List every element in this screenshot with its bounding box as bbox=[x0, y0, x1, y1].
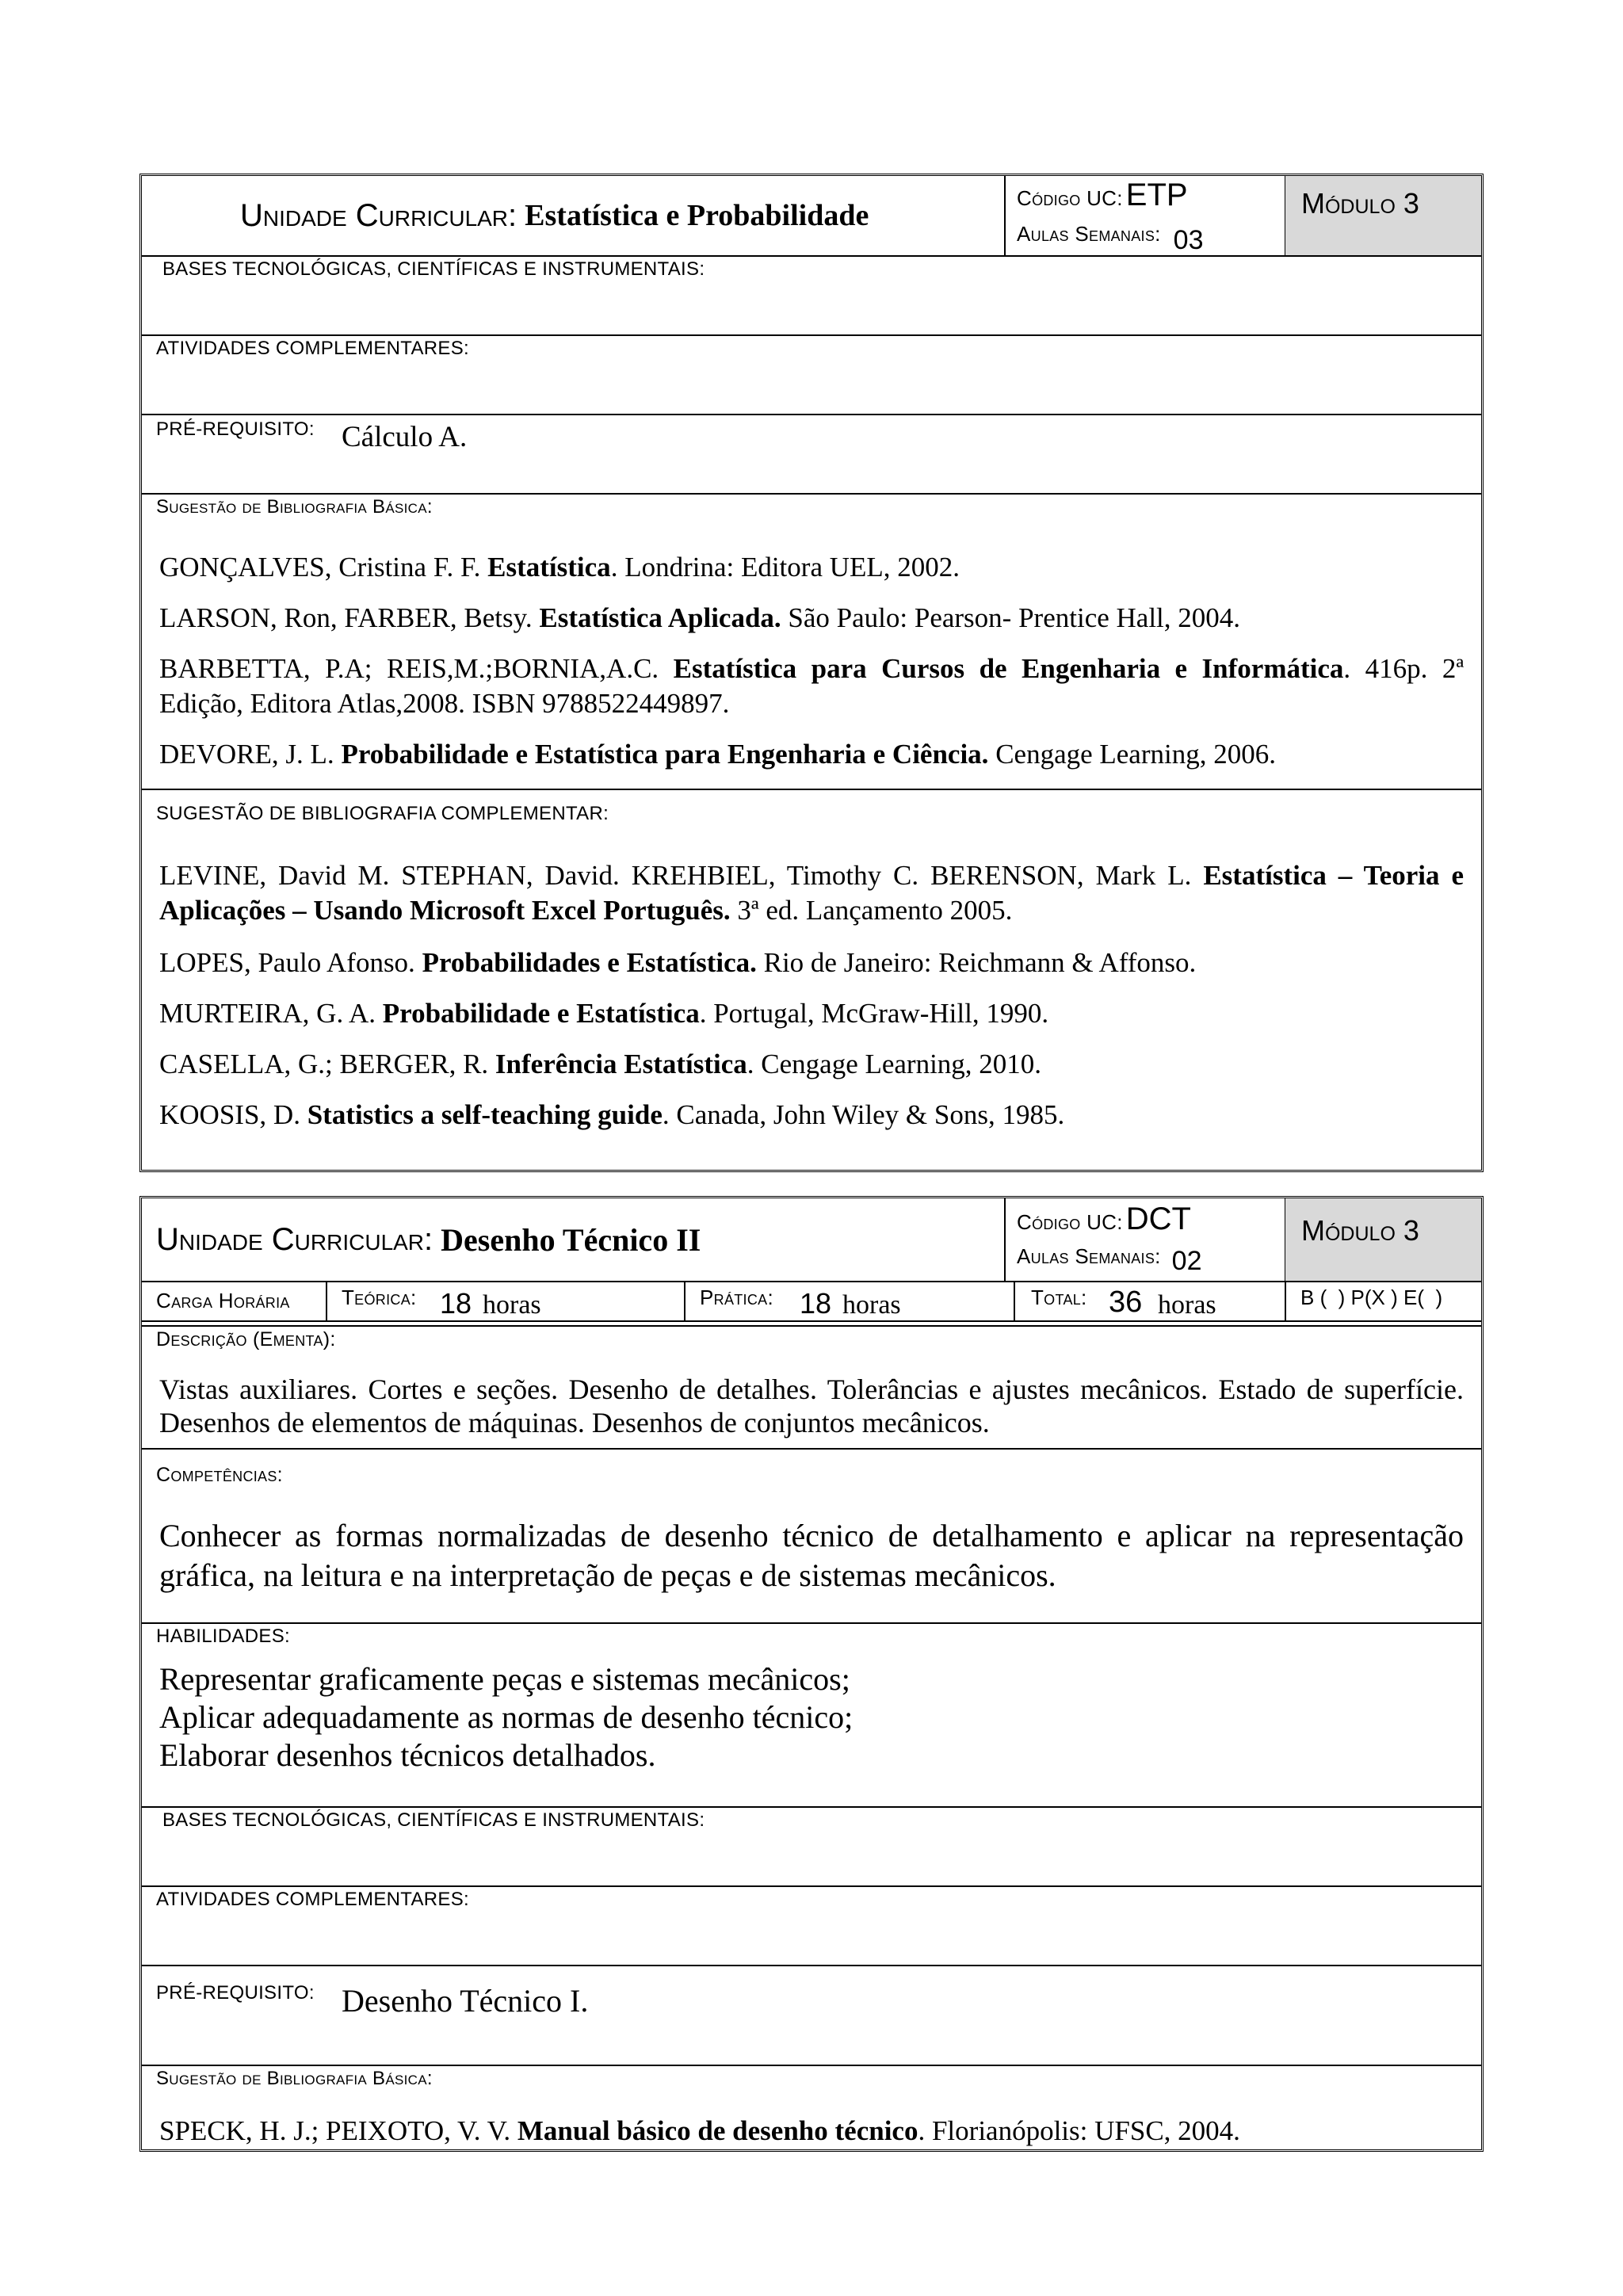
unidade-label: Unidade Curricular: bbox=[156, 1221, 433, 1257]
modulo-cell bbox=[1285, 1198, 1481, 1281]
uc-header-title bbox=[142, 176, 1004, 255]
teorica-num: 18 bbox=[440, 1287, 472, 1320]
prereq-row bbox=[142, 1965, 1481, 2065]
uc-header-title bbox=[142, 1198, 1004, 1281]
prereq-row bbox=[142, 414, 1481, 493]
codigo-label: Código UC: bbox=[1017, 186, 1123, 210]
bib-basica-row bbox=[142, 2065, 1481, 2149]
pratica-label: Prática: bbox=[700, 1286, 773, 1309]
bib-basica-item: SPECK, H. J.; PEIXOTO, V. V. Manual básico de desenho técnico. Florianópolis: UFSC, 2004. bbox=[159, 2115, 1240, 2146]
competencias-label: Competências: bbox=[156, 1464, 283, 1486]
bases-row bbox=[142, 255, 1481, 334]
bib-basica-label: Sugestão de Bibliografia Básica: bbox=[156, 496, 433, 518]
habilidades-item: Elaborar desenhos técnicos detalhados. bbox=[159, 1737, 656, 1773]
codigo-value: ETP bbox=[1125, 178, 1188, 212]
bib-basica-item: DEVORE, J. L. Probabilidade e Estatística para Engenharia e Ciência. Cengage Learning, 2006. bbox=[159, 739, 1276, 770]
bases-label: BASES TECNOLÓGICAS, CIENTÍFICAS E INSTRUMENTAIS: bbox=[162, 258, 705, 280]
unidade-name: Estatística e Probabilidade bbox=[525, 199, 869, 232]
descricao-row bbox=[142, 1325, 1481, 1448]
competencias-row bbox=[142, 1448, 1481, 1622]
total-unit: horas bbox=[1158, 1290, 1216, 1320]
atividades-row bbox=[142, 1885, 1481, 1965]
modulo-label: Módulo 3 bbox=[1301, 187, 1419, 220]
habilidades-item: Representar graficamente peças e sistemas mecânicos; bbox=[159, 1661, 850, 1697]
uc-table-estatistica bbox=[139, 174, 1484, 1172]
descricao-text: Vistas auxiliares. Cortes e seções. Desenho de detalhes. Tolerâncias e ajustes mecânicos. Estado de superfície. Desenhos de elementos de máquinas. Desenhos de conjuntos mecânicos. bbox=[159, 1373, 1464, 1438]
bib-basica-item: LARSON, Ron, FARBER, Betsy. Estatística Aplicada. São Paulo: Pearson- Prentice Hall, 2004. bbox=[159, 602, 1241, 633]
aulas-label: Aulas Semanais: bbox=[1017, 222, 1161, 246]
bpe-selector: B ( ) P(X ) E( ) bbox=[1300, 1286, 1443, 1309]
aulas-value: 03 bbox=[1173, 225, 1204, 255]
uc-table-desenho bbox=[139, 1196, 1484, 2152]
bib-comp-label: SUGESTÃO DE BIBLIOGRAFIA COMPLEMENTAR: bbox=[156, 803, 609, 824]
bib-comp-item: KOOSIS, D. Statistics a self-teaching guide. Canada, John Wiley & Sons, 1985. bbox=[159, 1099, 1065, 1130]
bib-basica-item: BARBETTA, P.A; REIS,M.;BORNIA,A.C. Estatística para Cursos de Engenharia e Informática. 416p. 2ª Edição, Editora Atlas,2008. ISBN 9788522449897. bbox=[159, 653, 1464, 719]
total-num: 36 bbox=[1109, 1286, 1143, 1319]
prereq-label: PRÉ-REQUISITO: bbox=[156, 418, 315, 440]
uc-code-cell bbox=[1004, 1198, 1285, 1281]
habilidades-row bbox=[142, 1622, 1481, 1806]
prereq-value: Desenho Técnico I. bbox=[342, 1983, 589, 2019]
competencias-text: Conhecer as formas normalizadas de desenho técnico de detalhamento e aplicar na representação gráfica, na leitura e na interpretação de peças e de sistemas mecânicos. bbox=[159, 1518, 1464, 1593]
carga-label: Carga Horária bbox=[156, 1289, 290, 1312]
aulas-value: 02 bbox=[1171, 1246, 1202, 1276]
bib-comp-row bbox=[142, 789, 1481, 1170]
total-label: Total: bbox=[1031, 1286, 1087, 1309]
prereq-value: Cálculo A. bbox=[342, 421, 468, 453]
codigo-label: Código UC: bbox=[1017, 1210, 1123, 1234]
modulo-cell bbox=[1285, 176, 1481, 255]
unidade-label: Unidade Curricular: bbox=[240, 197, 517, 233]
uc-code-cell bbox=[1004, 176, 1285, 255]
pratica-num: 18 bbox=[800, 1287, 832, 1320]
atividades-row bbox=[142, 334, 1481, 414]
atividades-label: ATIVIDADES COMPLEMENTARES: bbox=[156, 338, 469, 359]
bib-comp-item: LEVINE, David M. STEPHAN, David. KREHBIEL, Timothy C. BERENSON, Mark L. Estatística – Teoria e Aplicações – Usando Microsoft Excel Português. 3ª ed. Lançamento 2005. bbox=[159, 860, 1464, 926]
aulas-label: Aulas Semanais: bbox=[1017, 1244, 1161, 1268]
descricao-label: Descrição (Ementa): bbox=[156, 1328, 336, 1350]
bases-label: BASES TECNOLÓGICAS, CIENTÍFICAS E INSTRUMENTAIS: bbox=[162, 1809, 705, 1831]
bases-row bbox=[142, 1806, 1481, 1885]
pratica-unit: horas bbox=[842, 1290, 901, 1320]
modulo-label: Módulo 3 bbox=[1301, 1214, 1419, 1247]
bib-comp-item: MURTEIRA, G. A. Probabilidade e Estatística. Portugal, McGraw-Hill, 1990. bbox=[159, 998, 1049, 1029]
bib-comp-item: CASELLA, G.; BERGER, R. Inferência Estatística. Cengage Learning, 2010. bbox=[159, 1049, 1042, 1079]
bib-basica-item: GONÇALVES, Cristina F. F. Estatística. Londrina: Editora UEL, 2002. bbox=[159, 552, 960, 583]
bib-comp-item: LOPES, Paulo Afonso. Probabilidades e Estatística. Rio de Janeiro: Reichmann & Affonso. bbox=[159, 947, 1197, 978]
teorica-label: Teórica: bbox=[342, 1286, 417, 1309]
habilidades-item: Aplicar adequadamente as normas de desenho técnico; bbox=[159, 1699, 854, 1735]
bib-basica-row bbox=[142, 493, 1481, 789]
bib-basica-label: Sugestão de Bibliografia Básica: bbox=[156, 2068, 433, 2089]
carga-horaria-row bbox=[142, 1281, 1481, 1322]
habilidades-label: HABILIDADES: bbox=[156, 1626, 290, 1647]
teorica-unit: horas bbox=[483, 1290, 541, 1320]
unidade-name: Desenho Técnico II bbox=[441, 1221, 701, 1258]
codigo-value: DCT bbox=[1125, 1201, 1191, 1236]
atividades-label: ATIVIDADES COMPLEMENTARES: bbox=[156, 1889, 469, 1910]
prereq-label: PRÉ-REQUISITO: bbox=[156, 1982, 315, 2004]
